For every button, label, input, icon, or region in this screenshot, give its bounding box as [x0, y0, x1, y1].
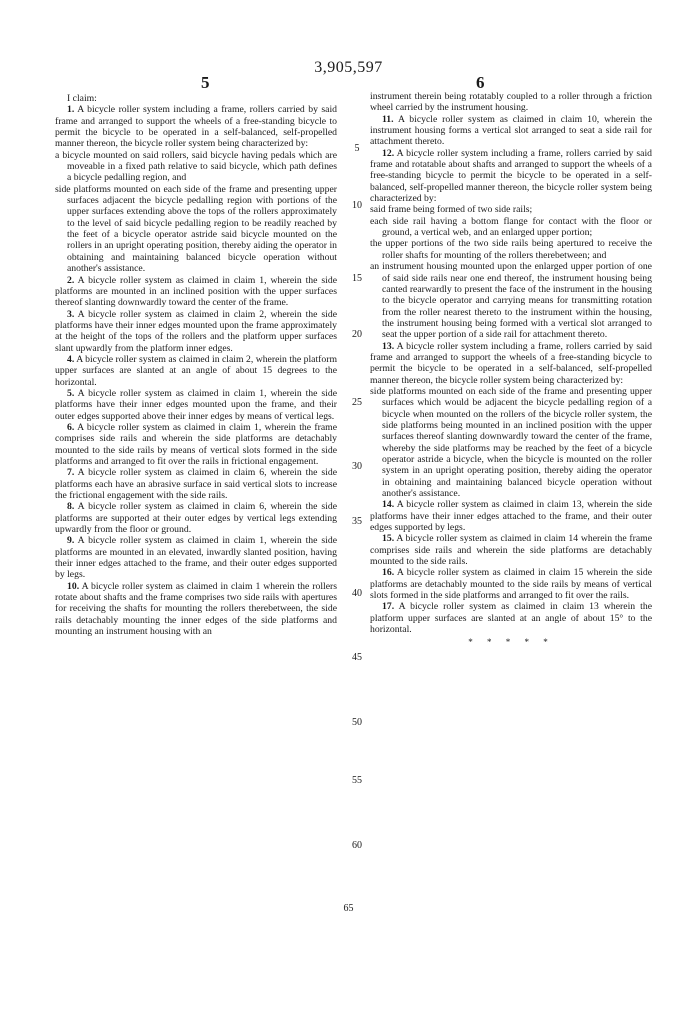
claim-text: A bicycle roller system as claimed in claim 1, wherein the side platforms are mounted in an elevated, inwardly slanted position, having their inner edges attached to the frame, and their outer edges supported by legs. [55, 535, 337, 581]
claim-paragraph [55, 467, 337, 501]
claim-text: A bicycle roller system as claimed in claim 10, wherein the instrument housing forms a vertical slot arranged to seat a side rail for attachment thereto. [370, 113, 653, 148]
claims-column-left [55, 93, 337, 638]
claim-element: an instrument housing mounted upon the enlarged upper portion of one of said side rails near one end thereof, the instrument housing being canted rearwardly to present the face of the instrument in the housing to the bicycle operator and carrying means for transmitting rotation from the roller nearest thereto to the instrument within the housing, the instrument housing being formed with a vertical slot arranged to seat the upper portion of a side rail for attachment thereto. [370, 261, 652, 341]
claim-text: A bicycle roller system as claimed in claim 14 wherein the frame comprises side rails and wherein the side platforms are detachably mounted to the side rails. [370, 533, 652, 568]
claim-number: 8. [67, 501, 75, 513]
line-number: 20 [352, 329, 362, 340]
line-number: 5 [354, 143, 360, 154]
claim-number: 3. [67, 308, 75, 320]
patent-number: 3,905,597 [314, 59, 383, 76]
claim-number: 10. [67, 580, 80, 592]
page-number: 65 [343, 903, 354, 914]
claim-paragraph [370, 567, 652, 601]
claim-number: 15. [382, 533, 395, 545]
claim-text: A bicycle roller system including a frame, rollers carried by said frame and arranged to support the wheels of a free-standing bicycle to permit the bicycle to be operated in a self-balanced, self-propelled manner thereon, the bicycle roller system being characterized by: [370, 340, 652, 386]
claim-text: A bicycle roller system as claimed in claim 1, wherein the side platforms have their inner edges mounted upon the frame, and their outer edges supported above their inner edges by means of vertical legs. [55, 387, 337, 422]
claim-number: 16. [382, 567, 395, 579]
claim-text: A bicycle roller system including a frame, rollers carried by said frame and rotatable about shafts and arranged to support the wheels of a free-standing bicycle to permit the bicycle to be operated in a self-balanced, self-propelled manner thereon, the bicycle roller system being characterized by: [370, 147, 652, 205]
claim-paragraph [55, 501, 337, 535]
claim-text: A bicycle roller system as claimed in claim 2, wherein the platform upper surfaces are slanted at an angle of about 15 degrees to the horizontal. [55, 353, 338, 388]
claim-text: A bicycle roller system as claimed in claim 2, wherein the side platforms have their inner edges mounted upon the frame approximately at the height of the tops of the rollers and the platform upper surfaces slant upwardly from the platform inner edges. [55, 308, 337, 354]
claim-text: A bicycle roller system as claimed in claim 6, wherein the side platforms are supported at their outer edges by vertical legs extending upwardly from the floor or ground. [55, 501, 337, 536]
claim-paragraph [370, 533, 652, 567]
column-number-left: 5 [201, 73, 210, 92]
claim-number: 13. [382, 340, 395, 352]
claim-paragraph [55, 422, 337, 467]
claim-paragraph [370, 499, 652, 533]
claim-paragraph [55, 275, 337, 309]
claim-element: each side rail having a bottom flange for contact with the floor or ground, a vertical web, and an enlarged upper portion; [370, 215, 652, 239]
claim-text: A bicycle roller system as claimed in claim 13, wherein the side platforms have their inner edges attached to the frame, and their outer edges supported by legs. [370, 499, 653, 534]
line-number: 10 [352, 200, 362, 211]
text-paragraph: I claim: [67, 93, 97, 104]
line-number: 60 [352, 840, 362, 851]
line-number: 45 [352, 652, 362, 663]
claim-paragraph [370, 601, 652, 635]
claim-number: 9. [67, 535, 75, 547]
claims-column-right [370, 91, 652, 648]
claim-number: 12. [382, 147, 395, 159]
line-number: 25 [352, 397, 362, 408]
column-number-right: 6 [476, 73, 485, 92]
claim-element: a bicycle mounted on said rollers, said bicycle having pedals which are moveable in a fixed path relative to said bicycle, which path defines a bicycle pedalling region, and [55, 149, 337, 184]
claim-number: 5. [67, 387, 75, 399]
claim-number: 11. [382, 113, 394, 125]
line-number: 55 [352, 775, 362, 786]
claim-paragraph [370, 114, 652, 148]
text-paragraph: instrument therein being rotatably coupled to a roller through a friction wheel carried by the instrument housing. [370, 91, 652, 114]
line-number: 50 [352, 717, 362, 728]
claim-paragraph [55, 354, 337, 388]
claim-number: 14. [382, 499, 395, 511]
claim-paragraph [55, 309, 337, 354]
claim-element: said frame being formed of two side rails; [370, 204, 533, 216]
claim-paragraph [370, 148, 652, 205]
claim-text: A bicycle roller system as claimed in claim 1, wherein the side platforms are mounted in an inclined position with the upper surfaces thereof slanting downwardly toward the center of the frame. [55, 274, 337, 309]
line-number: 15 [352, 273, 362, 284]
end-marks: * * * * * [468, 636, 554, 647]
claim-number: 1. [67, 104, 75, 116]
claim-text: A bicycle roller system as claimed in claim 15 wherein the side platforms are detachably mounted to the side rails by means of vertical slots formed in the side platforms and arranged to fit over the rails. [370, 567, 652, 602]
claim-number: 17. [382, 601, 395, 613]
claim-text: A bicycle roller system as claimed in claim 1 wherein the rollers rotate about shafts and the frame comprises two side rails with apertures for receiving the shafts for mounting the rollers therebetween, the side rails detachably mounting the inner edges of the side platforms and mounting an instrument housing with an [55, 580, 338, 638]
line-number: 35 [352, 516, 362, 527]
line-number: 30 [352, 461, 362, 472]
claim-text: A bicycle roller system as claimed in claim 13 wherein the platform upper surfaces are slanted at an angle of about 15° to the horizontal. [370, 601, 653, 636]
claim-paragraph [55, 104, 337, 149]
claim-paragraph [55, 535, 337, 580]
claim-paragraph [55, 581, 337, 638]
claim-number: 4. [67, 353, 75, 365]
claim-text: A bicycle roller system as claimed in claim 6, wherein the side platforms each have an abrasive surface in said vertical slots to increase the frictional engagement with the side rails. [55, 467, 337, 502]
claim-element: side platforms mounted on each side of the frame and presenting upper surfaces adjacent the bicycle pedalling region with portions of the upper surfaces extending above the tops of the rollers approximately to the level of said bicycle pedalling region to be readily reached by the feet of a bicycle operator astride said bicycle mounted on the rollers in an upright operating position, thereby aiding the operator in obtaining and maintaining balanced bicycle operation without another's assistance. [55, 183, 337, 275]
claim-text: A bicycle roller system including a frame, rollers carried by said frame and arranged to support the wheels of a free-standing bicycle to permit the bicycle to be operated in a self-balanced, self-propelled manner thereon, the bicycle roller system being characterized by: [55, 104, 337, 150]
claim-number: 2. [67, 274, 75, 286]
claim-text: A bicycle roller system as claimed in claim 1, wherein the frame comprises side rails and wherein the side platforms are detachably mounted to the side rails by means of vertical slots formed in the side platforms and arranged to fit over the rails in frictional engagement. [55, 421, 337, 467]
claim-paragraph [370, 341, 652, 386]
claim-number: 6. [67, 421, 75, 433]
claim-element: the upper portions of the two side rails being apertured to receive the roller shafts for mounting of the rollers therebetween; and [370, 238, 652, 261]
claim-element: side platforms mounted on each side of the frame and presenting upper surfaces which would be adjacent the bicycle pedalling region of a bicycle when mounted on the rollers of the bicycle roller system, the side platforms being mounted in an inclined position with the upper surfaces thereof slanting downwardly toward the center of the frame, whereby the side platforms may be reached by the feet of a bicycle operator astride a bicycle, when the bicycle is mounted on the roller system in an upright operating position, thereby aiding the operator in obtaining and maintaining balanced bicycle operation without another's assistance. [370, 385, 652, 500]
claim-number: 7. [67, 467, 75, 479]
line-number: 40 [352, 588, 362, 599]
claim-paragraph [55, 388, 337, 422]
